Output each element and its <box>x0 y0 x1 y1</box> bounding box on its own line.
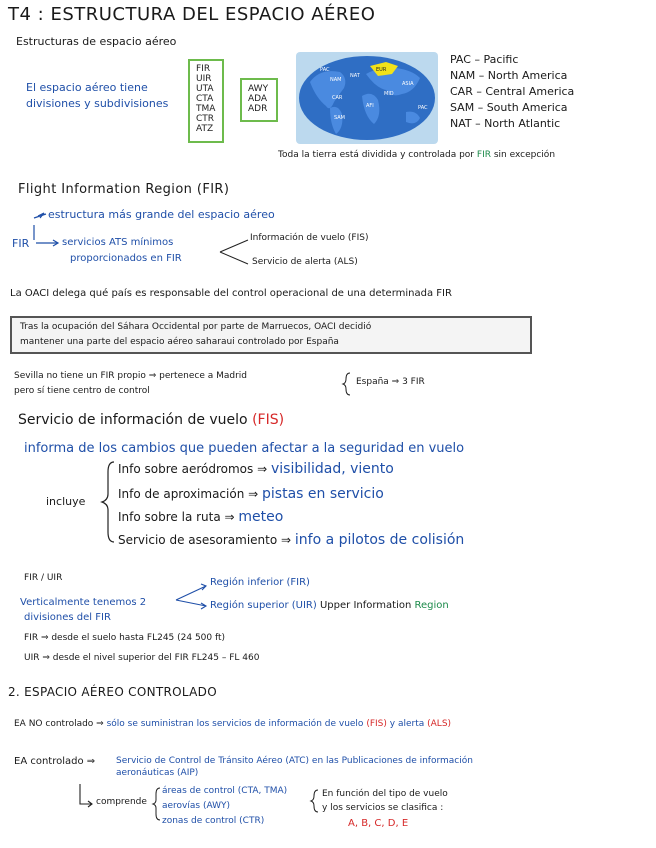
airspace-type: TMA <box>196 104 216 114</box>
map-label: ASIA <box>402 81 414 87</box>
airspace-type: ATZ <box>196 124 214 134</box>
intro-line-1: El espacio aéreo tiene <box>26 81 148 94</box>
map-label: NAT <box>350 73 360 79</box>
airspace-type: CTR <box>196 114 215 124</box>
fis-item: Info sobre aeródromos ⇒ visibilidad, viento <box>118 461 394 477</box>
ea-controlado-label: EA controlado ⇒ <box>14 756 96 767</box>
fir-label: FIR <box>12 237 30 250</box>
sevilla-line-1: Sevilla no tiene un FIR propio ⇒ pertenece a Madrid <box>14 371 247 381</box>
map-label: PAC <box>320 67 330 73</box>
map-label: CAR <box>332 95 343 101</box>
comprende-zonas: zonas de control (CTR) <box>162 816 265 826</box>
airspace-type: FIR <box>196 64 211 74</box>
fir-range: FIR ⇒ desde el suelo hasta FL245 (24 500 ft) <box>24 633 226 643</box>
route-type: ADR <box>248 104 268 114</box>
region-car: CAR – Central America <box>450 85 575 98</box>
world-map <box>296 52 438 144</box>
ea-no-controlado: EA NO controlado ⇒ sólo se suministran los servicios de información de vuelo (FIS) y alerta (ALS) <box>14 719 452 729</box>
espana-fir-count: España ⇒ 3 FIR <box>356 377 425 387</box>
route-type: AWY <box>248 84 269 94</box>
route-types-box <box>240 78 278 122</box>
fis-item: Info sobre la ruta ⇒ meteo <box>118 509 284 525</box>
sahara-note-box <box>10 316 532 354</box>
ea-controlado-line-2: aeronáuticas (AIP) <box>116 768 199 778</box>
ea-controlado-line-1: Servicio de Control de Tránsito Aéreo (ATC) en las Publicaciones de información <box>116 756 473 766</box>
region-pac: PAC – Pacific <box>450 53 519 66</box>
fir-uir-heading: FIR / UIR <box>24 573 63 583</box>
vertical-divisions-1: Verticalmente tenemos 2 <box>20 597 147 608</box>
region-nat: NAT – North Atlantic <box>450 117 561 130</box>
map-label: SAM <box>334 115 346 121</box>
region-nam: NAM – North America <box>450 69 568 82</box>
vertical-divisions-2: divisiones del FIR <box>24 612 111 623</box>
comprende-aerovias: aerovías (AWY) <box>162 801 231 811</box>
page-title: T4 : ESTRUCTURA DEL ESPACIO AÉREO <box>8 4 376 25</box>
sahara-note-line-1: Tras la ocupación del Sáhara Occidental por parte de Marruecos, OACI decidió <box>20 322 372 332</box>
map-label: MID <box>384 91 394 97</box>
map-label: NAM <box>330 77 342 83</box>
airspace-type: UTA <box>196 84 214 94</box>
section-2-heading: 2. ESPACIO AÉREO CONTROLADO <box>8 685 217 699</box>
comprende-areas: áreas de control (CTA, TMA) <box>162 786 288 796</box>
upper-region: Región superior (UIR) Upper Information Region <box>210 600 449 611</box>
region-sam: SAM – South America <box>450 101 568 114</box>
oaci-note: La OACI delega qué país es responsable del control operacional de una determinada FIR <box>10 288 452 299</box>
fir-servicios-1: servicios ATS mínimos <box>62 237 174 248</box>
fir-servicios-2: proporcionados en FIR <box>70 253 182 264</box>
fis-item: Info de aproximación ⇒ pistas en servicio <box>118 486 384 502</box>
fis-heading: Servicio de información de vuelo (FIS) <box>18 412 285 428</box>
sahara-note-line-2: mantener una parte del espacio aéreo saharaui controlado por España <box>20 337 339 347</box>
map-label: AFI <box>366 103 374 109</box>
fir-estructura: estructura más grande del espacio aéreo <box>48 208 275 221</box>
uir-range: UIR ⇒ desde el nivel superior del FIR FL245 – FL 460 <box>24 653 260 663</box>
lower-region: Región inferior (FIR) <box>210 577 310 588</box>
funcion-line-1: En función del tipo de vuelo <box>322 789 448 799</box>
airspace-type: CTA <box>196 94 214 104</box>
fir-als: Servicio de alerta (ALS) <box>252 257 358 267</box>
intro-line-2: divisiones y subdivisiones <box>26 97 169 110</box>
subtitle: Estructuras de espacio aéreo <box>16 35 177 48</box>
fis-incluye: incluye <box>46 495 86 508</box>
fir-heading: Flight Information Region (FIR) <box>18 182 230 197</box>
fir-fis: Información de vuelo (FIS) <box>250 233 369 243</box>
airspace-types-box <box>188 59 224 143</box>
funcion-line-2: y los servicios se clasifica : <box>322 803 444 813</box>
route-type: ADA <box>248 94 268 104</box>
map-label: EUR <box>376 67 387 73</box>
fis-description: informa de los cambios que pueden afectar a la seguridad en vuelo <box>24 441 465 456</box>
airspace-classes: A, B, C, D, E <box>348 818 409 829</box>
fis-item: Servicio de asesoramiento ⇒ info a pilotos de colisión <box>118 532 465 548</box>
world-note: Toda la tierra está dividida y controlada por FIR sin excepción <box>278 150 556 160</box>
comprende-label: comprende <box>96 797 147 807</box>
airspace-type: UIR <box>196 74 212 84</box>
sevilla-line-2: pero sí tiene centro de control <box>14 386 150 396</box>
map-label: PAC <box>418 105 428 111</box>
